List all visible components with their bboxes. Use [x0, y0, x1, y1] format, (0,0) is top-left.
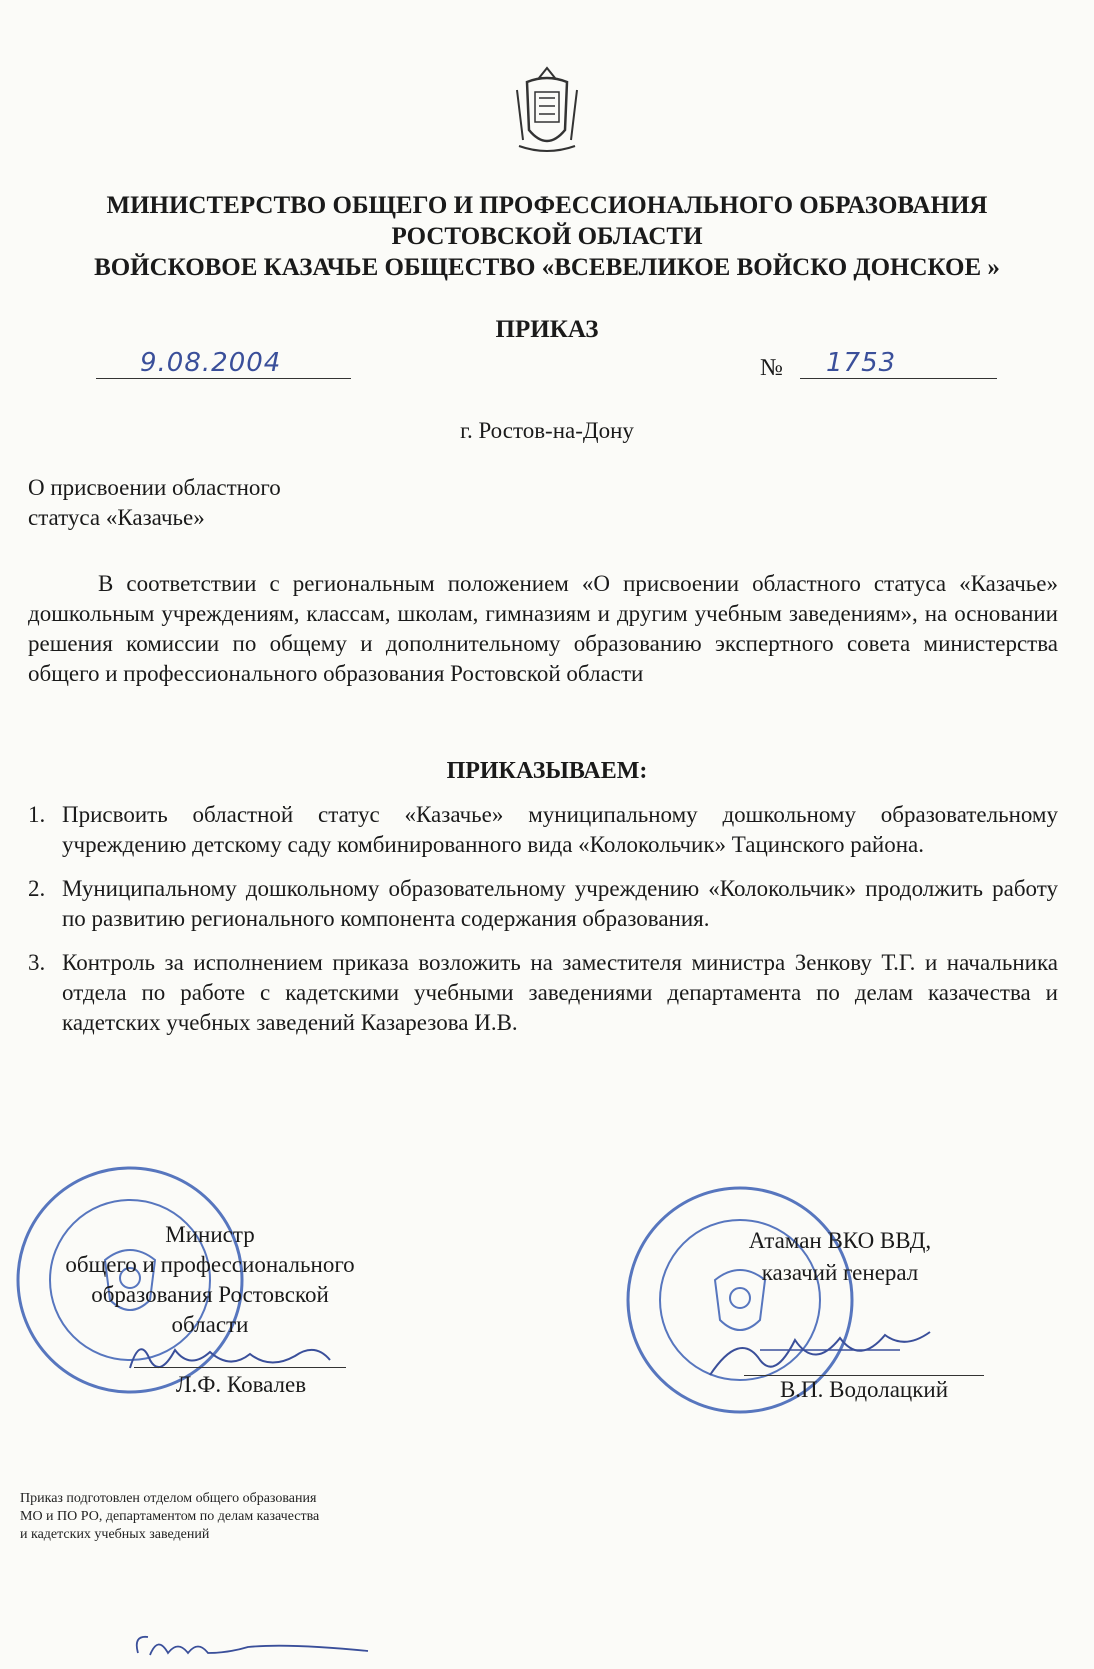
prepared-by-note — [20, 1490, 319, 1544]
footer-line: и кадетских учебных заведений — [20, 1527, 210, 1542]
item-text: Присвоить областной статус «Казачье» муниципальному дошкольному образовательному учреждению детскому саду комбинированного вида «Колокольчик» Тацинского района. — [62, 802, 1058, 857]
title-line: Министр — [165, 1222, 255, 1247]
title-line: казачий генерал — [761, 1260, 919, 1285]
order-title: ПРИКАЗ — [495, 316, 599, 343]
document-header — [0, 190, 1094, 283]
subject-line: О присвоении областного — [28, 475, 281, 500]
minister-name: Л.Ф. Ковалев — [175, 1372, 307, 1397]
number-sign: № — [760, 355, 783, 381]
subject-line: статуса «Казачье» — [28, 505, 205, 530]
order-subject — [28, 473, 281, 533]
order-directive-heading: ПРИКАЗЫВАЕМ: — [446, 758, 648, 784]
coat-of-arms-icon — [497, 60, 597, 160]
item-number: 3. — [28, 950, 46, 975]
signature-line — [134, 1367, 346, 1368]
order-date: 9.08.2004 — [140, 348, 282, 378]
title-line: образования Ростовской — [91, 1282, 329, 1307]
footer-line: Приказ подготовлен отделом общего образования — [20, 1491, 317, 1506]
header-ministry: МИНИСТЕРСТВО ОБЩЕГО И ПРОФЕССИОНАЛЬНОГО ОБРАЗОВАНИЯ — [106, 192, 988, 219]
signature-line — [744, 1375, 984, 1376]
order-items — [28, 800, 1058, 1052]
item-number: 2. — [28, 876, 46, 901]
item-text: Муниципальному дошкольному образовательному учреждению «Колокольчик» продолжить работу по развитию регионального компонента содержания образования. — [62, 876, 1058, 931]
title-line: области — [171, 1312, 249, 1337]
title-line: общего и профессионального — [65, 1252, 355, 1277]
item-text: Контроль за исполнением приказа возложить на заместителя министра Зенкову Т.Г. и начальника отдела по работе с кадетскими учебными заведениями департамента по делам казачества и кадетских учебных заведений Казарезова И.В. — [62, 950, 1058, 1035]
initials-signature — [128, 1625, 378, 1665]
footer-line: МО и ПО РО, департаментом по делам казачества — [20, 1509, 320, 1524]
title-line: Атаман ВКО ВВД, — [748, 1228, 932, 1253]
ataman-name: В.П. Водолацкий — [779, 1377, 949, 1402]
order-item — [28, 948, 1058, 1038]
header-region: РОСТОВСКОЙ ОБЛАСТИ — [391, 223, 703, 250]
minister-title — [20, 1220, 400, 1340]
order-item — [28, 800, 1058, 860]
preamble: В соответствии с региональным положением «О присвоении областного статуса «Казачье» дошкольным учреждениям, классам, школам, гимназиям и другим учебным заведениям», на основании решения комиссии по общему и дополнительному образованию экспертного совета министерства общего и профессионального образования Ростовской области — [28, 571, 1058, 686]
order-number: 1753 — [826, 348, 897, 378]
city: г. Ростов-на-Дону — [460, 418, 634, 443]
ataman-title — [720, 1225, 960, 1289]
order-item — [28, 874, 1058, 934]
item-number: 1. — [28, 802, 46, 827]
header-cossack-society: ВОЙСКОВОЕ КАЗАЧЬЕ ОБЩЕСТВО «ВСЕВЕЛИКОЕ ВОЙСКО ДОНСКОЕ » — [94, 254, 1000, 281]
